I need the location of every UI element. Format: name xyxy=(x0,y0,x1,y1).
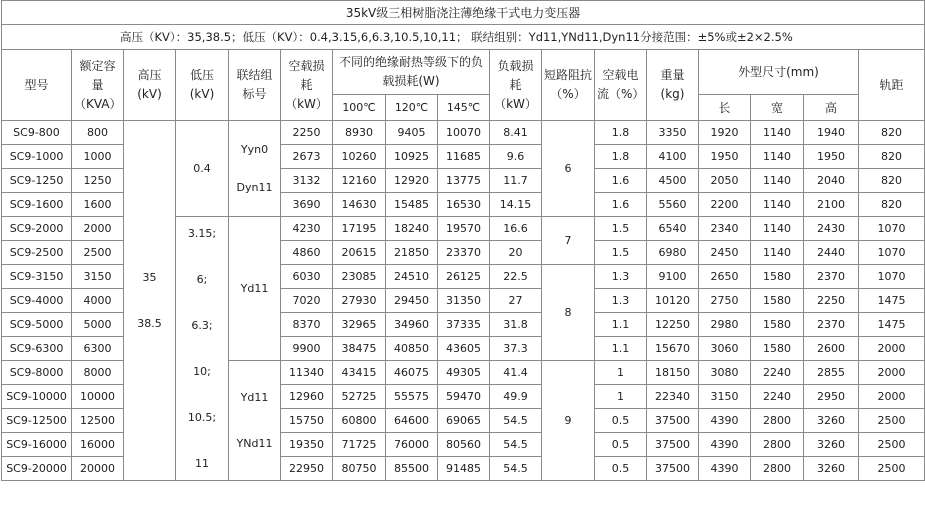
table-subtitle: 高压（KV）：35,38.5；低压（KV）：0.4,3.15,6,6.3,10.5,10,11； 联结组别：Yd11,YNd11,Dyn11分接范围：±5%或±2×2.5% xyxy=(2,25,925,50)
cell-no-load-loss: 12960 xyxy=(281,385,333,409)
cell-weight: 4100 xyxy=(647,145,699,169)
cell-t145: 23370 xyxy=(438,241,490,265)
cell-load-loss: 54.5 xyxy=(490,433,542,457)
cell-width: 1580 xyxy=(751,337,804,361)
cell-model: SC9-4000 xyxy=(2,289,72,313)
cell-capacity: 6300 xyxy=(72,337,124,361)
cell-no-load-current: 1 xyxy=(595,385,647,409)
cell-height: 2600 xyxy=(804,337,859,361)
impedance-merged-cell-4: 9 xyxy=(542,361,595,481)
cell-capacity: 8000 xyxy=(72,361,124,385)
cell-load-loss: 54.5 xyxy=(490,409,542,433)
cell-t100: 32965 xyxy=(333,313,386,337)
cell-weight: 18150 xyxy=(647,361,699,385)
cell-capacity: 12500 xyxy=(72,409,124,433)
lv-merged-cell-2 xyxy=(176,217,229,481)
cell-t120: 15485 xyxy=(386,193,438,217)
cell-model: SC9-8000 xyxy=(2,361,72,385)
cell-capacity: 4000 xyxy=(72,289,124,313)
cell-load-loss: 11.7 xyxy=(490,169,542,193)
cell-t100: 17195 xyxy=(333,217,386,241)
cell-gauge: 2000 xyxy=(859,361,925,385)
cell-t120: 40850 xyxy=(386,337,438,361)
cell-t120: 18240 xyxy=(386,217,438,241)
cell-load-loss: 16.6 xyxy=(490,217,542,241)
cell-t100: 38475 xyxy=(333,337,386,361)
cell-gauge: 2000 xyxy=(859,385,925,409)
cell-t145: 43605 xyxy=(438,337,490,361)
cell-width: 1140 xyxy=(751,121,804,145)
header-load-loss: 负载损耗（kW） xyxy=(490,50,542,121)
cell-t100: 8930 xyxy=(333,121,386,145)
cell-gauge: 2500 xyxy=(859,457,925,481)
lv-merged-cell-2-line: 3.15; xyxy=(187,226,217,240)
cell-load-loss: 27 xyxy=(490,289,542,313)
cell-model: SC9-1250 xyxy=(2,169,72,193)
impedance-merged-cell-1: 6 xyxy=(542,121,595,217)
cell-gauge: 820 xyxy=(859,121,925,145)
cell-width: 1140 xyxy=(751,241,804,265)
table-title: 35kV级三相树脂浇注薄绝缘干式电力变压器 xyxy=(2,1,925,25)
cell-model: SC9-2000 xyxy=(2,217,72,241)
cell-t100: 14630 xyxy=(333,193,386,217)
cell-weight: 9100 xyxy=(647,265,699,289)
vector-group-merged-cell-3 xyxy=(229,361,281,481)
cell-load-loss: 8.41 xyxy=(490,121,542,145)
cell-capacity: 1600 xyxy=(72,193,124,217)
cell-t120: 55575 xyxy=(386,385,438,409)
cell-t120: 10925 xyxy=(386,145,438,169)
cell-no-load-current: 1.3 xyxy=(595,265,647,289)
lv-merged-cell-2-line: 10; xyxy=(193,364,211,378)
cell-no-load-current: 0.5 xyxy=(595,433,647,457)
cell-weight: 3350 xyxy=(647,121,699,145)
cell-capacity: 2000 xyxy=(72,217,124,241)
vector-group-merged-cell-3-line: Yd11 xyxy=(240,390,269,404)
cell-t145: 16530 xyxy=(438,193,490,217)
header-hv: 高压(kV) xyxy=(124,50,176,121)
cell-height: 2370 xyxy=(804,313,859,337)
cell-height: 2040 xyxy=(804,169,859,193)
cell-t145: 91485 xyxy=(438,457,490,481)
cell-no-load-loss: 8370 xyxy=(281,313,333,337)
cell-load-loss: 20 xyxy=(490,241,542,265)
cell-t120: 9405 xyxy=(386,121,438,145)
cell-length: 2050 xyxy=(699,169,751,193)
cell-load-loss: 41.4 xyxy=(490,361,542,385)
cell-no-load-loss: 6030 xyxy=(281,265,333,289)
cell-height: 2430 xyxy=(804,217,859,241)
cell-height: 1940 xyxy=(804,121,859,145)
cell-t120: 29450 xyxy=(386,289,438,313)
cell-load-loss: 31.8 xyxy=(490,313,542,337)
cell-gauge: 820 xyxy=(859,145,925,169)
header-load-loss-group: 不同的绝缘耐热等级下的负载损耗(W) xyxy=(333,50,490,95)
cell-t100: 60800 xyxy=(333,409,386,433)
cell-t145: 13775 xyxy=(438,169,490,193)
cell-width: 2800 xyxy=(751,433,804,457)
cell-height: 1950 xyxy=(804,145,859,169)
cell-length: 4390 xyxy=(699,433,751,457)
cell-no-load-loss: 7020 xyxy=(281,289,333,313)
cell-t145: 31350 xyxy=(438,289,490,313)
cell-capacity: 800 xyxy=(72,121,124,145)
cell-t120: 46075 xyxy=(386,361,438,385)
cell-height: 2440 xyxy=(804,241,859,265)
cell-weight: 6980 xyxy=(647,241,699,265)
cell-gauge: 1475 xyxy=(859,313,925,337)
cell-no-load-current: 1.3 xyxy=(595,289,647,313)
cell-load-loss: 9.6 xyxy=(490,145,542,169)
cell-t100: 27930 xyxy=(333,289,386,313)
cell-no-load-current: 1.1 xyxy=(595,337,647,361)
vector-group-merged-cell-1-line: Dyn11 xyxy=(236,180,273,194)
cell-width: 2800 xyxy=(751,457,804,481)
cell-weight: 22340 xyxy=(647,385,699,409)
cell-length: 4390 xyxy=(699,409,751,433)
cell-no-load-loss: 22950 xyxy=(281,457,333,481)
cell-model: SC9-16000 xyxy=(2,433,72,457)
cell-model: SC9-12500 xyxy=(2,409,72,433)
cell-length: 2750 xyxy=(699,289,751,313)
cell-no-load-loss: 9900 xyxy=(281,337,333,361)
cell-model: SC9-10000 xyxy=(2,385,72,409)
cell-width: 1140 xyxy=(751,145,804,169)
cell-width: 1580 xyxy=(751,289,804,313)
cell-no-load-loss: 11340 xyxy=(281,361,333,385)
cell-length: 4390 xyxy=(699,457,751,481)
cell-no-load-current: 0.5 xyxy=(595,409,647,433)
cell-no-load-current: 1 xyxy=(595,361,647,385)
header-dimensions: 外型尺寸(mm) xyxy=(699,50,859,95)
cell-t120: 85500 xyxy=(386,457,438,481)
cell-model: SC9-1600 xyxy=(2,193,72,217)
cell-no-load-current: 1.1 xyxy=(595,313,647,337)
cell-capacity: 20000 xyxy=(72,457,124,481)
cell-t145: 49305 xyxy=(438,361,490,385)
cell-model: SC9-2500 xyxy=(2,241,72,265)
cell-weight: 10120 xyxy=(647,289,699,313)
cell-weight: 12250 xyxy=(647,313,699,337)
cell-width: 1140 xyxy=(751,217,804,241)
header-lv: 低压(kV) xyxy=(176,50,229,121)
hv-merged-cell xyxy=(124,121,176,481)
cell-no-load-loss: 15750 xyxy=(281,409,333,433)
header-temp-145: 145℃ xyxy=(438,95,490,121)
cell-length: 1950 xyxy=(699,145,751,169)
header-no-load-current: 空载电流（%） xyxy=(595,50,647,121)
cell-t145: 37335 xyxy=(438,313,490,337)
cell-t100: 43415 xyxy=(333,361,386,385)
cell-length: 3150 xyxy=(699,385,751,409)
cell-capacity: 1000 xyxy=(72,145,124,169)
cell-length: 3080 xyxy=(699,361,751,385)
cell-load-loss: 54.5 xyxy=(490,457,542,481)
hv-merged-cell-line: 38.5 xyxy=(137,316,162,330)
cell-length: 2650 xyxy=(699,265,751,289)
cell-t120: 76000 xyxy=(386,433,438,457)
vector-group-merged-cell-1-line: Yyn0 xyxy=(240,142,269,156)
cell-width: 1580 xyxy=(751,313,804,337)
cell-height: 3260 xyxy=(804,409,859,433)
header-gauge: 轨距 xyxy=(859,50,925,121)
cell-load-loss: 37.3 xyxy=(490,337,542,361)
cell-width: 2240 xyxy=(751,361,804,385)
lv-merged-cell-1: 0.4 xyxy=(176,121,229,217)
cell-gauge: 2000 xyxy=(859,337,925,361)
vector-group-merged-cell-3-line: YNd11 xyxy=(236,436,273,450)
cell-model: SC9-1000 xyxy=(2,145,72,169)
cell-width: 2240 xyxy=(751,385,804,409)
vector-group-merged-cell-1 xyxy=(229,121,281,217)
cell-no-load-loss: 4860 xyxy=(281,241,333,265)
cell-gauge: 820 xyxy=(859,193,925,217)
cell-no-load-loss: 3132 xyxy=(281,169,333,193)
cell-weight: 15670 xyxy=(647,337,699,361)
cell-no-load-current: 1.8 xyxy=(595,121,647,145)
cell-model: SC9-20000 xyxy=(2,457,72,481)
hv-merged-cell-line: 35 xyxy=(142,270,157,284)
transformer-spec-table xyxy=(1,0,925,481)
cell-height: 2950 xyxy=(804,385,859,409)
cell-width: 1140 xyxy=(751,169,804,193)
cell-load-loss: 49.9 xyxy=(490,385,542,409)
cell-capacity: 1250 xyxy=(72,169,124,193)
cell-height: 2370 xyxy=(804,265,859,289)
cell-t100: 20615 xyxy=(333,241,386,265)
cell-length: 2200 xyxy=(699,193,751,217)
cell-capacity: 3150 xyxy=(72,265,124,289)
impedance-merged-cell-2: 7 xyxy=(542,217,595,265)
cell-gauge: 1070 xyxy=(859,241,925,265)
header-model: 型号 xyxy=(2,50,72,121)
header-length: 长 xyxy=(699,95,751,121)
cell-gauge: 820 xyxy=(859,169,925,193)
cell-no-load-current: 1.6 xyxy=(595,193,647,217)
cell-t120: 21850 xyxy=(386,241,438,265)
cell-no-load-loss: 19350 xyxy=(281,433,333,457)
cell-gauge: 2500 xyxy=(859,409,925,433)
cell-t100: 80750 xyxy=(333,457,386,481)
cell-length: 2340 xyxy=(699,217,751,241)
cell-no-load-current: 1.5 xyxy=(595,217,647,241)
cell-gauge: 1475 xyxy=(859,289,925,313)
cell-no-load-current: 1.5 xyxy=(595,241,647,265)
cell-t120: 64600 xyxy=(386,409,438,433)
vector-group-merged-cell-2: Yd11 xyxy=(229,217,281,361)
cell-gauge: 2500 xyxy=(859,433,925,457)
cell-weight: 4500 xyxy=(647,169,699,193)
cell-weight: 5560 xyxy=(647,193,699,217)
cell-t120: 34960 xyxy=(386,313,438,337)
cell-length: 2450 xyxy=(699,241,751,265)
cell-height: 2250 xyxy=(804,289,859,313)
cell-length: 1920 xyxy=(699,121,751,145)
cell-weight: 37500 xyxy=(647,433,699,457)
header-temp-120: 120℃ xyxy=(386,95,438,121)
cell-t120: 12920 xyxy=(386,169,438,193)
cell-width: 2800 xyxy=(751,409,804,433)
cell-width: 1580 xyxy=(751,265,804,289)
cell-model: SC9-6300 xyxy=(2,337,72,361)
cell-t120: 24510 xyxy=(386,265,438,289)
cell-no-load-current: 1.8 xyxy=(595,145,647,169)
cell-t100: 52725 xyxy=(333,385,386,409)
cell-no-load-loss: 4230 xyxy=(281,217,333,241)
cell-model: SC9-5000 xyxy=(2,313,72,337)
cell-t100: 12160 xyxy=(333,169,386,193)
cell-weight: 6540 xyxy=(647,217,699,241)
cell-t145: 19570 xyxy=(438,217,490,241)
lv-merged-cell-2-line: 6.3; xyxy=(191,318,213,332)
cell-no-load-current: 1.6 xyxy=(595,169,647,193)
cell-length: 3060 xyxy=(699,337,751,361)
cell-height: 3260 xyxy=(804,457,859,481)
cell-capacity: 16000 xyxy=(72,433,124,457)
cell-weight: 37500 xyxy=(647,409,699,433)
header-impedance: 短路阻抗（%） xyxy=(542,50,595,121)
cell-t100: 71725 xyxy=(333,433,386,457)
cell-height: 2855 xyxy=(804,361,859,385)
cell-t145: 10070 xyxy=(438,121,490,145)
cell-gauge: 1070 xyxy=(859,265,925,289)
cell-no-load-loss: 2673 xyxy=(281,145,333,169)
cell-no-load-current: 0.5 xyxy=(595,457,647,481)
cell-length: 2980 xyxy=(699,313,751,337)
cell-t100: 23085 xyxy=(333,265,386,289)
cell-model: SC9-3150 xyxy=(2,265,72,289)
cell-model: SC9-800 xyxy=(2,121,72,145)
cell-t145: 11685 xyxy=(438,145,490,169)
cell-t145: 69065 xyxy=(438,409,490,433)
cell-t145: 80560 xyxy=(438,433,490,457)
header-weight: 重量(kg) xyxy=(647,50,699,121)
impedance-merged-cell-3: 8 xyxy=(542,265,595,361)
cell-no-load-loss: 3690 xyxy=(281,193,333,217)
cell-no-load-loss: 2250 xyxy=(281,121,333,145)
cell-capacity: 5000 xyxy=(72,313,124,337)
cell-t100: 10260 xyxy=(333,145,386,169)
header-width: 宽 xyxy=(751,95,804,121)
cell-load-loss: 14.15 xyxy=(490,193,542,217)
lv-merged-cell-2-line: 10.5; xyxy=(187,410,217,424)
table-row xyxy=(2,121,925,145)
cell-height: 3260 xyxy=(804,433,859,457)
header-no-load-loss: 空载损耗（kW） xyxy=(281,50,333,121)
cell-load-loss: 22.5 xyxy=(490,265,542,289)
cell-height: 2100 xyxy=(804,193,859,217)
cell-capacity: 2500 xyxy=(72,241,124,265)
cell-width: 1140 xyxy=(751,193,804,217)
lv-merged-cell-2-line: 11 xyxy=(195,456,209,470)
cell-capacity: 10000 xyxy=(72,385,124,409)
header-height: 高 xyxy=(804,95,859,121)
cell-weight: 37500 xyxy=(647,457,699,481)
lv-merged-cell-2-line: 6; xyxy=(196,272,208,286)
cell-t145: 26125 xyxy=(438,265,490,289)
header-rated-capacity: 额定容量（KVA） xyxy=(72,50,124,121)
header-vector-group: 联结组标号 xyxy=(229,50,281,121)
cell-t145: 59470 xyxy=(438,385,490,409)
header-temp-100: 100℃ xyxy=(333,95,386,121)
cell-gauge: 1070 xyxy=(859,217,925,241)
